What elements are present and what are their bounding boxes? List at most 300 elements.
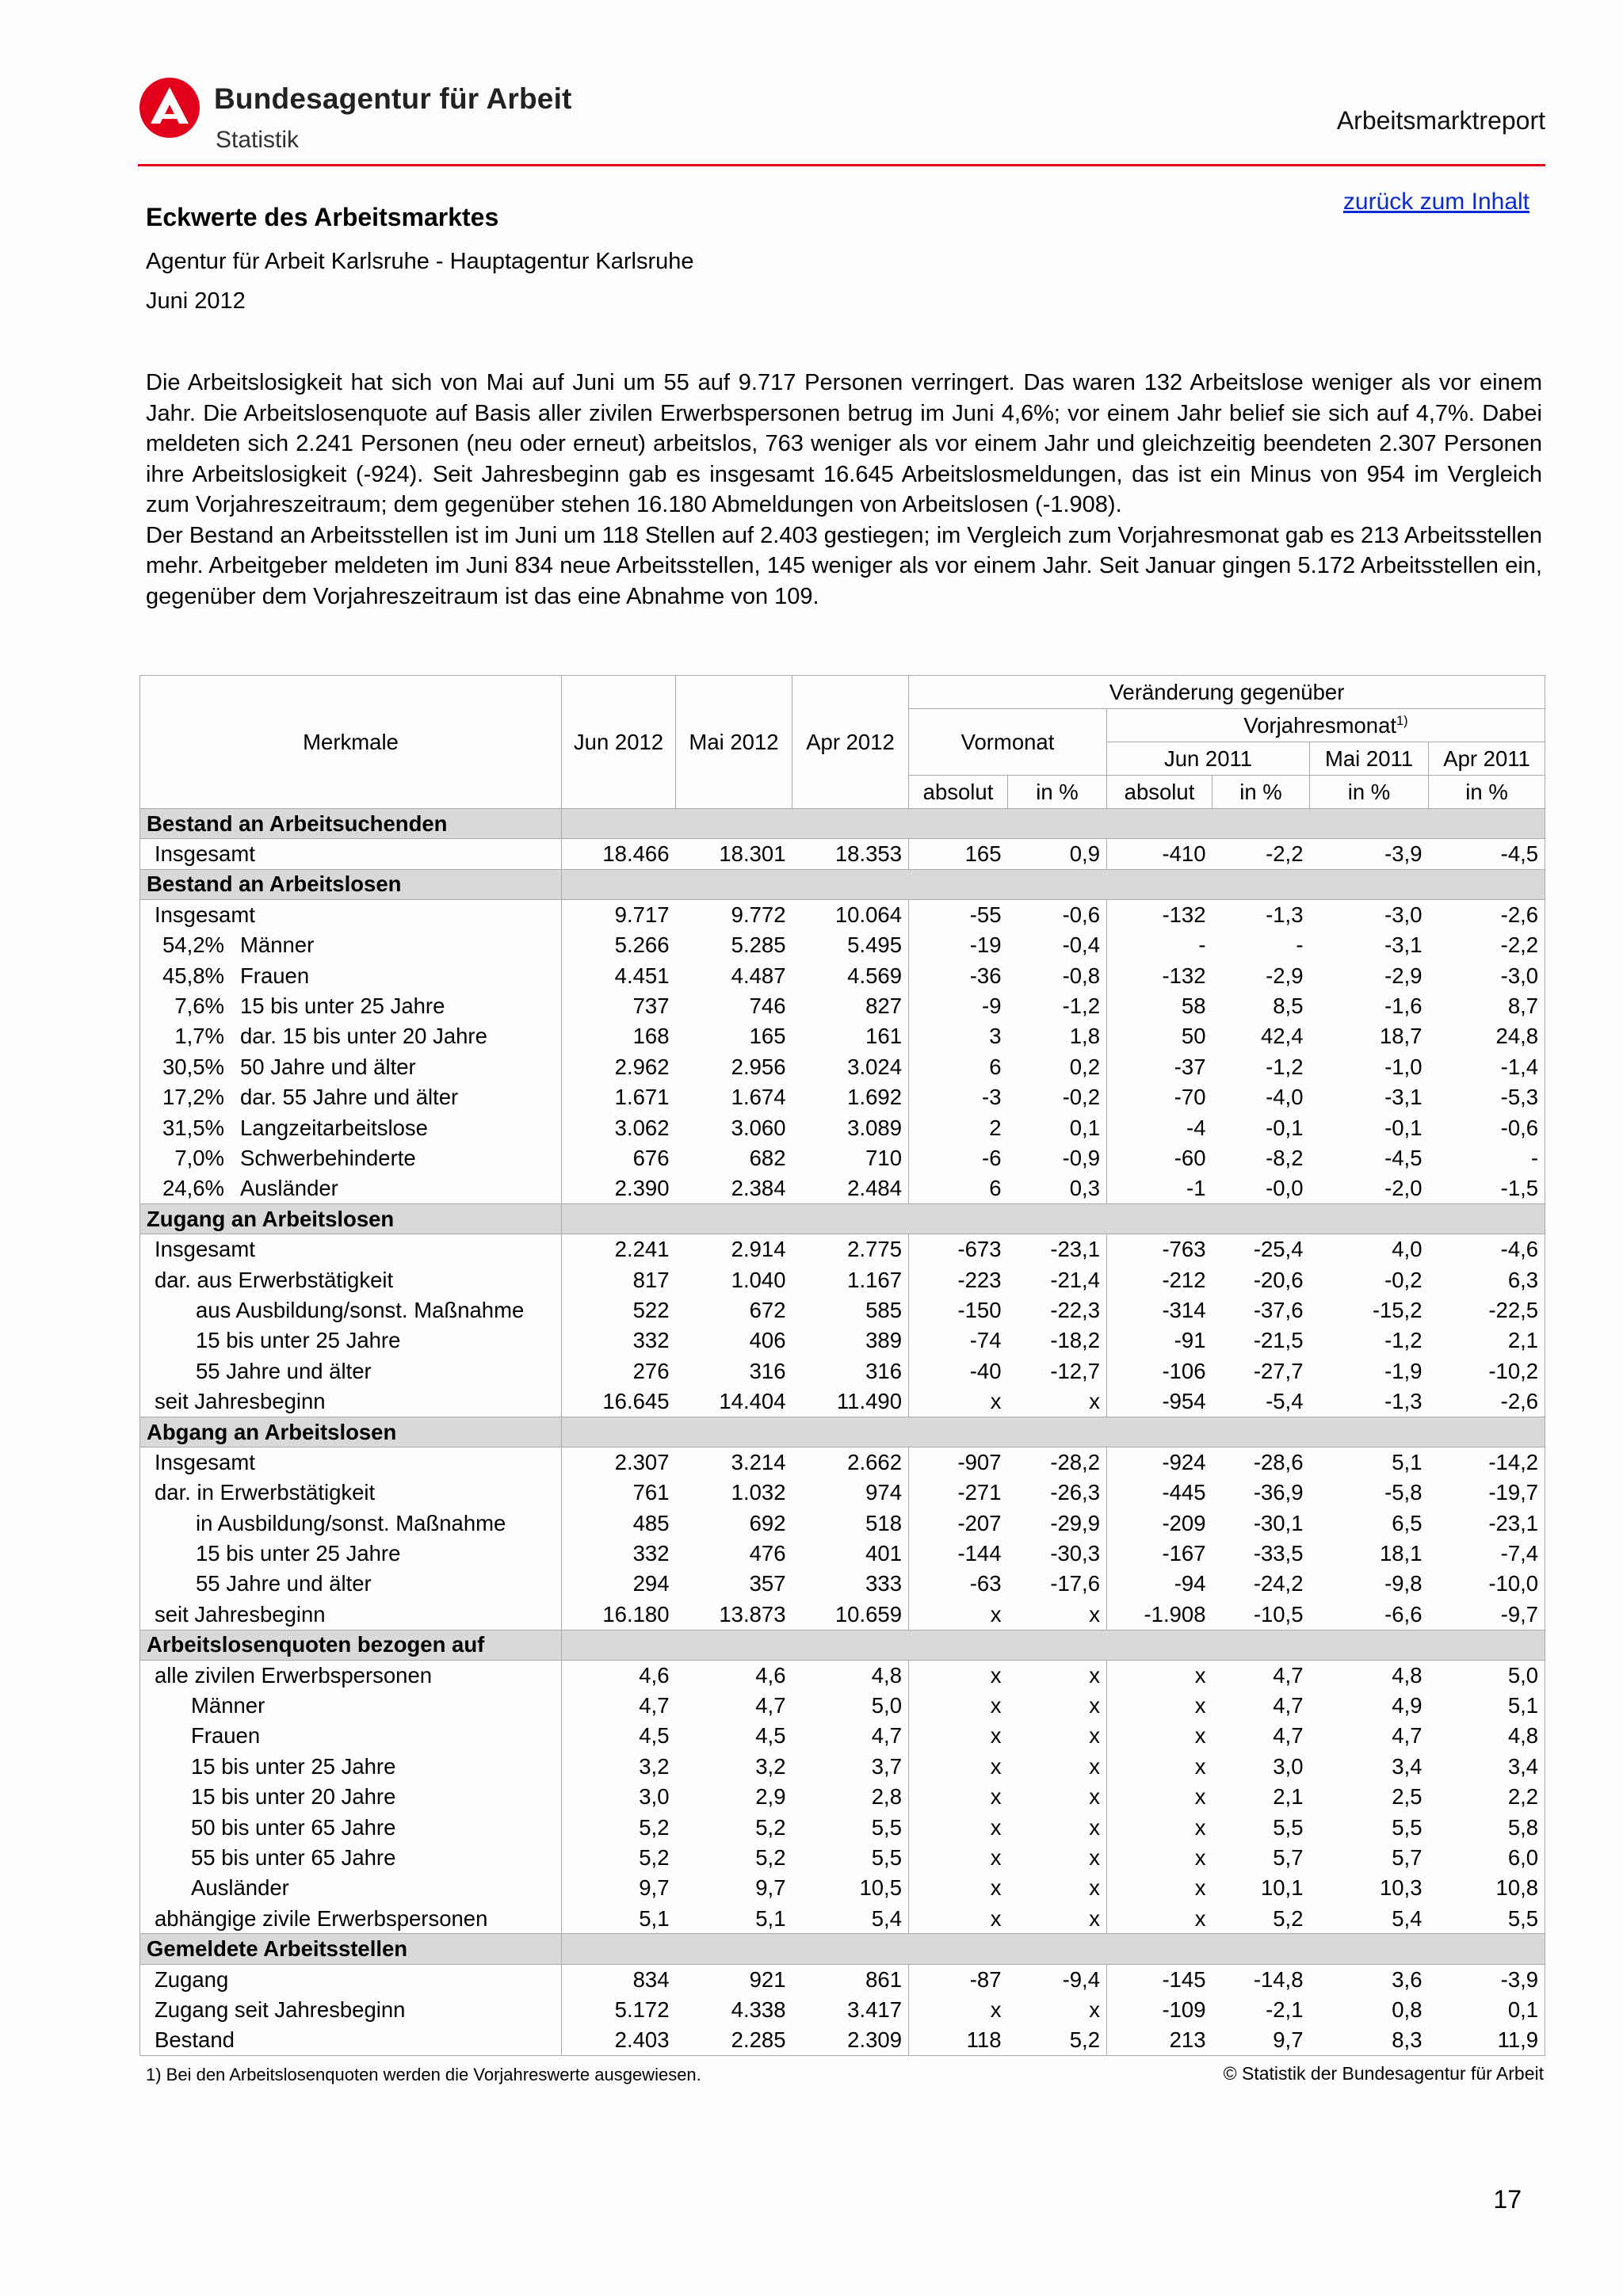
table-cell: -1.908 — [1144, 1601, 1206, 1627]
table-cell: x — [990, 1997, 1002, 2022]
table-cell: 2,8 — [792, 1782, 909, 1812]
table-cell: -20,6 — [1253, 1267, 1304, 1292]
table-cell: -2,9 — [1266, 963, 1304, 988]
table-cell: 5,5 — [1429, 1904, 1545, 1934]
table-cell: x — [1194, 1844, 1206, 1870]
table-cell: 161 — [792, 1021, 909, 1051]
table-cell: -94 — [1174, 1571, 1206, 1596]
table-cell: -10,0 — [1429, 1569, 1545, 1599]
table-cell: -18,2 — [1008, 1325, 1107, 1356]
row-label — [140, 1508, 562, 1538]
table-cell: 2,1 — [1429, 1325, 1545, 1356]
table-cell: -22,3 — [1008, 1295, 1107, 1325]
table-cell: 522 — [632, 1297, 670, 1322]
row-label-text: dar. 55 Jahre und älter — [240, 1085, 459, 1110]
col-header-jun2012: Jun 2012 — [562, 676, 676, 809]
table-cell: 5,1 — [639, 1905, 670, 1931]
table-cell: 4.569 — [792, 960, 909, 990]
table-cell: 1.040 — [731, 1267, 786, 1292]
table-cell: -5,8 — [1384, 1480, 1423, 1505]
table-row — [140, 930, 1545, 960]
table-cell: 3.062 — [614, 1115, 670, 1140]
row-label — [140, 1873, 562, 1903]
table-cell: 4.338 — [731, 1997, 786, 2022]
section-header-row — [140, 1204, 1545, 1234]
table-cell: -6,6 — [1384, 1601, 1423, 1627]
table-cell: x — [1008, 1660, 1107, 1690]
table-row — [140, 1600, 1545, 1630]
agency-subtitle: Agentur für Arbeit Karlsruhe - Hauptagentur Karlsruhe — [146, 249, 694, 274]
table-cell: -5,3 — [1429, 1082, 1545, 1112]
table-row — [140, 1356, 1545, 1386]
table-cell: -1,5 — [1429, 1173, 1545, 1203]
table-cell: 817 — [632, 1267, 670, 1292]
table-cell: - — [1198, 933, 1206, 958]
table-row — [140, 1964, 1545, 1994]
table-cell: x — [1008, 1904, 1107, 1934]
table-cell: x — [1008, 1721, 1107, 1751]
table-body — [140, 809, 1545, 2056]
table-cell: 10,3 — [1379, 1875, 1423, 1901]
table-cell: 3,0 — [639, 1784, 670, 1810]
table-cell: 3 — [989, 1024, 1002, 1049]
table-cell: 1.032 — [731, 1480, 786, 1505]
table-cell: 357 — [749, 1571, 786, 1596]
table-cell: 834 — [632, 1966, 670, 1992]
table-cell: -2,9 — [1384, 963, 1423, 988]
row-label — [140, 1447, 562, 1478]
table-cell: -1,2 — [1266, 1054, 1304, 1079]
row-label-text: 55 bis unter 65 Jahre — [191, 1844, 396, 1870]
table-cell: -1,2 — [1008, 991, 1107, 1021]
table-cell: 5,7 — [1273, 1844, 1304, 1870]
table-row — [140, 1539, 1545, 1569]
row-label-text: abhängige zivile Erwerbspersonen — [155, 1905, 488, 1931]
table-cell: 5,5 — [1273, 1814, 1304, 1840]
table-row — [140, 1325, 1545, 1356]
table-cell: 2 — [989, 1115, 1002, 1140]
table-cell: 0,1 — [1008, 1112, 1107, 1142]
table-cell: x — [1008, 1873, 1107, 1903]
table-cell: 406 — [749, 1328, 786, 1353]
table-cell: -132 — [1162, 963, 1206, 988]
table-cell: 4.487 — [731, 963, 786, 988]
table-cell: 165 — [964, 841, 1002, 867]
table-cell: 2.285 — [676, 2025, 792, 2055]
section-header-row — [140, 869, 1545, 899]
table-cell: -5,4 — [1266, 1388, 1304, 1413]
table-cell: 1.671 — [614, 1085, 670, 1110]
section-header-row — [140, 1630, 1545, 1660]
table-cell: 4,7 — [792, 1721, 909, 1751]
row-label — [140, 991, 562, 1021]
share-percent: 31,5% — [162, 1115, 224, 1140]
table-cell: x — [990, 1662, 1002, 1688]
col-header-inpct: in % — [1212, 776, 1310, 809]
table-cell: -2,2 — [1429, 930, 1545, 960]
intro-paragraph: Der Bestand an Arbeitsstellen ist im Juni um 118 Stellen auf 2.403 gestiegen; im Vergleich zum Vorjahresmonat gab es 213 Arbeitsstellen mehr. Arbeitgeber meldeten im Juni 834 neue Arbeitsstellen, 145 weniger als vor einem Jahr. Seit Januar gingen 5.172 Arbeitsstellen ein, gegenüber dem Vorjahreszeitraum ist das eine Abnahme von 109. — [146, 522, 1542, 609]
row-label — [140, 1173, 562, 1203]
table-cell: 42,4 — [1260, 1024, 1304, 1049]
share-percent: 54,2% — [162, 933, 224, 958]
row-label — [140, 1264, 562, 1295]
row-label-text: seit Jahresbeginn — [155, 1601, 326, 1627]
table-cell: -63 — [969, 1571, 1002, 1596]
table-cell: x — [990, 1784, 1002, 1810]
table-cell: 518 — [792, 1508, 909, 1538]
table-cell: -2,6 — [1429, 1386, 1545, 1417]
share-percent: 7,0% — [174, 1145, 224, 1170]
table-cell: -954 — [1162, 1388, 1206, 1413]
col-header-merkmale: Merkmale — [140, 676, 562, 809]
table-cell: -15,2 — [1372, 1297, 1423, 1322]
table-cell: 8,5 — [1273, 994, 1304, 1019]
row-label-text: Zugang — [155, 1966, 229, 1992]
section-title: Gemeldete Arbeitsstellen — [140, 1934, 562, 1964]
table-row — [140, 1082, 1545, 1112]
row-label-text: seit Jahresbeginn — [155, 1388, 326, 1413]
col-header-absolut: absolut — [1107, 776, 1212, 809]
row-label-text: Schwerbehinderte — [240, 1145, 416, 1170]
table-cell: -74 — [969, 1328, 1002, 1353]
table-cell: 118 — [909, 2025, 1008, 2055]
col-header-inpct: in % — [1008, 776, 1107, 809]
table-row — [140, 1173, 1545, 1203]
table-cell: -12,7 — [1008, 1356, 1107, 1386]
col-header-apr2011: Apr 2011 — [1429, 742, 1545, 776]
copyright: © Statistik der Bundesagentur für Arbeit — [1223, 2063, 1544, 2084]
table-cell: -23,1 — [1429, 1508, 1545, 1538]
table-cell: 585 — [792, 1295, 909, 1325]
page-title: Eckwerte des Arbeitsmarktes — [146, 203, 499, 231]
table-cell: -30,3 — [1008, 1539, 1107, 1569]
table-cell: -28,2 — [1008, 1447, 1107, 1478]
table-cell: -271 — [957, 1480, 1002, 1505]
table-cell: 5,2 — [1008, 2025, 1107, 2055]
table-cell: 316 — [792, 1356, 909, 1386]
table-cell: -223 — [957, 1267, 1002, 1292]
row-label-text: aus Ausbildung/sonst. Maßnahme — [196, 1297, 525, 1322]
report-label: Arbeitsmarktreport — [1336, 106, 1545, 135]
table-row — [140, 1752, 1545, 1782]
table-cell: 710 — [792, 1143, 909, 1173]
table-cell: 2,1 — [1273, 1784, 1304, 1810]
table-cell: 5,1 — [755, 1905, 786, 1931]
table-row — [140, 960, 1545, 990]
table-cell: x — [1194, 1784, 1206, 1810]
table-cell: -25,4 — [1253, 1237, 1304, 1262]
table-cell: 165 — [749, 1024, 786, 1049]
table-row — [140, 1447, 1545, 1478]
table-cell: x — [1194, 1814, 1206, 1840]
table-cell: 18.353 — [792, 839, 909, 869]
table-cell: 4,7 — [755, 1693, 786, 1718]
table-cell: 737 — [632, 994, 670, 1019]
table-cell: -150 — [957, 1297, 1002, 1322]
table-cell: x — [1194, 1753, 1206, 1779]
share-percent: 7,6% — [174, 994, 224, 1019]
row-label-text: 55 Jahre und älter — [196, 1571, 372, 1596]
table-cell: -145 — [1162, 1966, 1206, 1992]
table-row — [140, 1143, 1545, 1173]
table-cell: -3 — [982, 1085, 1002, 1110]
row-label — [140, 1112, 562, 1142]
table-cell: 0,3 — [1008, 1173, 1107, 1203]
table-cell: 485 — [632, 1510, 670, 1535]
table-cell: 4,6 — [639, 1662, 670, 1688]
table-row — [140, 1660, 1545, 1690]
table-cell: 5,2 — [755, 1814, 786, 1840]
table-cell: 4,8 — [1429, 1721, 1545, 1751]
table-cell: -3,9 — [1429, 1964, 1545, 1994]
table-row — [140, 1386, 1545, 1417]
back-to-contents-link[interactable]: zurück zum Inhalt — [1342, 189, 1529, 215]
table-cell: -2,0 — [1384, 1176, 1423, 1201]
table-cell: 746 — [749, 994, 786, 1019]
row-label — [140, 1021, 562, 1051]
row-label-text: dar. in Erwerbstätigkeit — [155, 1480, 376, 1505]
share-percent: 17,2% — [162, 1085, 224, 1110]
table-cell: x — [990, 1814, 1002, 1840]
table-cell: x — [1008, 1691, 1107, 1721]
table-cell: 2.384 — [731, 1176, 786, 1201]
table-cell: -28,6 — [1253, 1450, 1304, 1475]
section-header-row — [140, 1417, 1545, 1447]
table-cell: -2,6 — [1429, 900, 1545, 930]
table-cell: 2.309 — [792, 2025, 909, 2055]
table-cell: -2,2 — [1266, 841, 1304, 867]
table-cell: 294 — [632, 1571, 670, 1596]
table-cell: 16.645 — [602, 1388, 670, 1413]
table-cell: -1 — [1186, 1176, 1206, 1201]
table-cell: 5,5 — [792, 1843, 909, 1873]
table-cell: 3,0 — [1273, 1753, 1304, 1779]
header-divider — [138, 164, 1545, 166]
table-cell: -1,6 — [1384, 994, 1423, 1019]
table-cell: 3,4 — [1429, 1752, 1545, 1782]
table-cell: -763 — [1162, 1237, 1206, 1262]
table-cell: x — [1194, 1693, 1206, 1718]
table-cell: 5,2 — [755, 1844, 786, 1870]
row-label — [140, 1234, 562, 1264]
table-cell: 14.404 — [719, 1388, 786, 1413]
table-cell: 4,9 — [1392, 1693, 1423, 1718]
table-cell: -0,2 — [1384, 1267, 1423, 1292]
table-cell: -19,7 — [1429, 1478, 1545, 1508]
table-cell: 1.167 — [792, 1264, 909, 1295]
table-cell: -14,8 — [1253, 1966, 1304, 1992]
table-cell: 3.214 — [731, 1450, 786, 1475]
row-label-text: Frauen — [240, 963, 310, 988]
section-header-row — [140, 809, 1545, 839]
table-cell: 18,7 — [1379, 1024, 1423, 1049]
section-title: Bestand an Arbeitsuchenden — [140, 809, 562, 839]
table-cell: 9,7 — [639, 1875, 670, 1901]
table-row — [140, 1264, 1545, 1295]
table-cell: - — [1429, 1143, 1545, 1173]
table-cell: -3,1 — [1384, 1085, 1423, 1110]
table-cell: 18.466 — [602, 841, 670, 867]
footnote: 1) Bei den Arbeitslosenquoten werden die Vorjahreswerte ausgewiesen. — [146, 2065, 701, 2084]
table-cell: -10,2 — [1429, 1356, 1545, 1386]
row-label-text: 15 bis unter 25 Jahre — [196, 1328, 401, 1353]
table-cell: 5,5 — [792, 1812, 909, 1842]
org-subtitle: Statistik — [216, 127, 300, 153]
table-cell: 2,9 — [755, 1784, 786, 1810]
table-cell: 3.089 — [792, 1112, 909, 1142]
table-cell: x — [1194, 1723, 1206, 1749]
table-cell: 3,2 — [639, 1753, 670, 1779]
table-cell: -22,5 — [1429, 1295, 1545, 1325]
table-cell: -0,6 — [1008, 900, 1107, 930]
table-cell: 4,7 — [639, 1693, 670, 1718]
col-header-veraenderung: Veränderung gegenüber — [909, 676, 1545, 709]
table-cell: 921 — [749, 1966, 786, 1992]
table-cell: 11.490 — [792, 1386, 909, 1417]
row-label — [140, 1995, 562, 2025]
table-cell: 1,8 — [1008, 1021, 1107, 1051]
table-cell: 3.417 — [792, 1995, 909, 2025]
table-cell: x — [1008, 1812, 1107, 1842]
table-cell: 5.266 — [614, 933, 670, 958]
share-percent: 24,6% — [162, 1176, 224, 1201]
table-row — [140, 1112, 1545, 1142]
eckwerte-table — [139, 675, 1545, 2056]
table-cell: -9,8 — [1384, 1571, 1423, 1596]
table-cell: 4,7 — [1392, 1723, 1423, 1749]
table-cell: 5,0 — [792, 1691, 909, 1721]
table-row — [140, 1569, 1545, 1599]
table-cell: -673 — [957, 1237, 1002, 1262]
table-cell: 4,6 — [755, 1662, 786, 1688]
table-cell: 9.772 — [731, 902, 786, 928]
table-cell: 9,7 — [755, 1875, 786, 1901]
table-cell: -1,3 — [1384, 1388, 1423, 1413]
table-cell: 8,3 — [1310, 2025, 1429, 2055]
row-label-text: Bestand — [155, 2027, 235, 2053]
table-row — [140, 2025, 1545, 2055]
table-cell: -21,4 — [1008, 1264, 1107, 1295]
table-row — [140, 839, 1545, 869]
table-cell: 5,8 — [1429, 1812, 1545, 1842]
table-cell: 682 — [749, 1145, 786, 1170]
table-cell: -907 — [957, 1450, 1002, 1475]
table-cell: 9.717 — [614, 902, 670, 928]
row-label — [140, 2025, 562, 2055]
table-cell: 476 — [749, 1541, 786, 1566]
table-cell: 3,2 — [755, 1753, 786, 1779]
table-cell: -212 — [1162, 1267, 1206, 1292]
table-cell: -1,9 — [1384, 1358, 1423, 1383]
table-cell: 58 — [1181, 994, 1206, 1019]
row-label-text: Insgesamt — [155, 1450, 255, 1475]
col-header-apr2012: Apr 2012 — [792, 676, 909, 809]
table-row — [140, 1691, 1545, 1721]
table-cell: 1.674 — [731, 1085, 786, 1110]
table-cell: 827 — [792, 991, 909, 1021]
table-row — [140, 1478, 1545, 1508]
table-row — [140, 1021, 1545, 1051]
table-cell: -132 — [1162, 902, 1206, 928]
table-cell: 50 — [1181, 1024, 1206, 1049]
table-row — [140, 1904, 1545, 1934]
row-label — [140, 1721, 562, 1751]
table-cell: 3,7 — [792, 1752, 909, 1782]
row-label — [140, 1812, 562, 1842]
table-cell: 4,5 — [639, 1723, 670, 1749]
table-cell: -4,5 — [1429, 839, 1545, 869]
table-cell: 2.403 — [562, 2025, 676, 2055]
row-label-text: dar. aus Erwerbstätigkeit — [155, 1267, 394, 1292]
table-row — [140, 1052, 1545, 1082]
table-cell: -0,0 — [1266, 1176, 1304, 1201]
table-cell: 2.390 — [614, 1176, 670, 1201]
table-cell: 4,8 — [1392, 1662, 1423, 1688]
table-cell: -7,4 — [1429, 1539, 1545, 1569]
table-cell: -4,0 — [1266, 1085, 1304, 1110]
table-row — [140, 1721, 1545, 1751]
row-label-text: Ausländer — [240, 1176, 338, 1201]
table-cell: -30,1 — [1253, 1510, 1304, 1535]
table-cell: -109 — [1162, 1997, 1206, 2022]
table-cell: 0,8 — [1392, 1997, 1423, 2022]
table-cell: -24,2 — [1253, 1571, 1304, 1596]
table-cell: 18,1 — [1379, 1541, 1423, 1566]
table-cell: x — [990, 1905, 1002, 1931]
share-percent: 1,7% — [174, 1024, 224, 1049]
table-cell: 5.495 — [792, 930, 909, 960]
row-label-text: Insgesamt — [155, 841, 255, 867]
table-cell: -106 — [1162, 1358, 1206, 1383]
row-label-text: Langzeitarbeitslose — [240, 1115, 428, 1140]
table-cell: 5,7 — [1392, 1844, 1423, 1870]
table-cell: -1,4 — [1429, 1052, 1545, 1082]
row-label — [140, 1569, 562, 1599]
row-label — [140, 1082, 562, 1112]
table-cell: 5,2 — [639, 1844, 670, 1870]
table-row — [140, 1295, 1545, 1325]
table-row — [140, 1843, 1545, 1873]
table-cell: -21,5 — [1253, 1328, 1304, 1353]
table-cell: 213 — [1107, 2025, 1212, 2055]
table-cell: x — [1008, 1752, 1107, 1782]
table-cell: 2.484 — [792, 1173, 909, 1203]
table-cell: -9,7 — [1429, 1600, 1545, 1630]
table-cell: 9,7 — [1212, 2025, 1310, 2055]
table-cell: -3,0 — [1429, 960, 1545, 990]
row-label — [140, 1782, 562, 1812]
table-cell: 6,0 — [1429, 1843, 1545, 1873]
table-cell: -167 — [1162, 1541, 1206, 1566]
table-cell: 5.172 — [614, 1997, 670, 2022]
table-cell: 2.914 — [731, 1237, 786, 1262]
table-cell: 5,2 — [639, 1814, 670, 1840]
report-period: Juni 2012 — [146, 288, 246, 314]
table-cell: -19 — [969, 933, 1002, 958]
table-cell: -207 — [957, 1510, 1002, 1535]
table-cell: -70 — [1174, 1085, 1206, 1110]
table-cell: x — [1194, 1662, 1206, 1688]
col-header-jun2011: Jun 2011 — [1107, 742, 1310, 776]
table-cell: -27,7 — [1253, 1358, 1304, 1383]
table-cell: -37 — [1174, 1054, 1206, 1079]
table-cell: 4,7 — [1273, 1693, 1304, 1718]
row-label — [140, 1478, 562, 1508]
row-label-text: Männer — [191, 1693, 265, 1718]
table-cell: -1,2 — [1384, 1328, 1423, 1353]
table-cell: -144 — [957, 1541, 1002, 1566]
row-label — [140, 1600, 562, 1630]
